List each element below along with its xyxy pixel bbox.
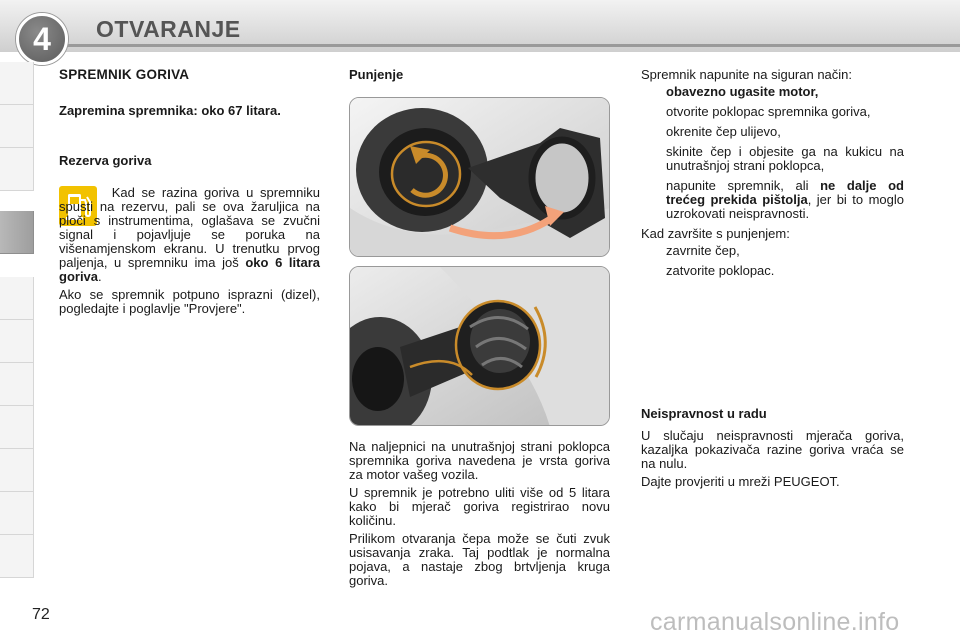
- list-item: [641, 105, 904, 119]
- section-title: SPREMNIK GORIVA: [59, 67, 190, 82]
- filling-paragraph-1: Na naljepnici na unutrašnjoj strani poklopca spremnika goriva navedena je vrsta goriva za motor vašeg vozila.: [349, 439, 610, 482]
- reserve-heading: Rezerva goriva: [59, 153, 152, 168]
- filling-paragraphs: [349, 440, 610, 592]
- page-number: 72: [32, 606, 50, 623]
- step-3-text: okrenite čep ulijevo,: [666, 124, 781, 139]
- side-tab-8[interactable]: [0, 406, 34, 449]
- side-tab-11[interactable]: [0, 535, 34, 578]
- empty-tank-note: Ako se spremnik potpuno isprazni (dizel), pogledajte i poglavlje "Provjere".: [59, 287, 320, 316]
- list-item: [641, 179, 904, 221]
- step-2-text: otvorite poklopac spremnika goriva,: [666, 104, 871, 119]
- filling-paragraph-3: Prilikom otvaranja čepa može se čuti zvuk usisavanja zraka. Taj podtlak je normalna pojava, a nastaje zbog brtvljenja kruga goriva.: [349, 531, 610, 588]
- fault-contact: Dajte provjeriti u mreži PEUGEOT.: [641, 474, 840, 489]
- step-5-text: napunite spremnik, ali: [666, 178, 821, 193]
- list-item: [641, 244, 904, 258]
- side-tab-7[interactable]: [0, 363, 34, 406]
- refuel-intro: Spremnik napunite na siguran način:: [641, 67, 853, 82]
- side-tab-9[interactable]: [0, 449, 34, 492]
- reserve-text-end: .: [98, 269, 102, 284]
- step-5-tail: , jer bi to moglo uzrokovati neispravnosti.: [666, 192, 904, 221]
- reserve-description: [59, 186, 320, 320]
- list-item: [641, 85, 904, 99]
- reserve-amount: oko 6 litara goriva: [59, 255, 321, 284]
- side-tab-2[interactable]: [0, 105, 34, 148]
- side-tab-10[interactable]: [0, 492, 34, 535]
- side-tab-1[interactable]: [0, 62, 34, 105]
- header-rule: [60, 44, 960, 47]
- filling-paragraph-2: U spremnik je potrebno uliti više od 5 litara kako bi mjerač goriva registrirao novu količinu.: [349, 485, 610, 528]
- reserve-text: Kad se razina goriva u spremniku spusti na rezervu, pali se ova žaruljica na ploči s instrumentima, oglašava se zvučni signal i pojavljuje se poruka na višenamjenskom ekranu. U trenutku prvog paljenja, u spremniku ima još: [59, 185, 320, 270]
- tank-capacity: Zapremina spremnika: oko 67 litara.: [59, 103, 281, 118]
- refuel-steps-list: [641, 85, 904, 221]
- step-5-bold: ne dalje od trećeg prekida pištolja: [666, 178, 905, 207]
- photo-remove-fuel-cap: [349, 266, 610, 426]
- after-refuel-list: [641, 244, 904, 278]
- middle-column: [349, 68, 610, 82]
- after-step-1: zavrnite čep,: [666, 243, 740, 258]
- step-4-text: skinite čep i objesite ga na kukicu na unutrašnjoj strani poklopca,: [666, 144, 904, 173]
- right-column: [641, 68, 904, 284]
- watermark: carmanualsonline.info: [650, 608, 900, 636]
- after-refuel-intro: Kad završite s punjenjem:: [641, 226, 790, 241]
- fault-section: [641, 407, 904, 493]
- side-tab-4-active[interactable]: [0, 211, 34, 254]
- chapter-title: OTVARANJE: [96, 16, 241, 42]
- filling-heading: Punjenje: [349, 67, 404, 82]
- left-column: [59, 68, 320, 168]
- photo-open-fuel-flap: [349, 97, 610, 257]
- list-item: [641, 125, 904, 139]
- side-tab-5[interactable]: [0, 277, 34, 320]
- step-1-text: obavezno ugasite motor,: [666, 84, 819, 99]
- list-item: [641, 264, 904, 278]
- fault-text: U slučaju neispravnosti mjerača goriva, kazaljka pokazivača razine goriva vraća se na nulu.: [641, 428, 904, 471]
- chapter-number-badge: [16, 13, 68, 65]
- chapter-number: 4: [33, 20, 51, 57]
- fault-heading: Neispravnost u radu: [641, 406, 767, 421]
- after-step-2: zatvorite poklopac.: [666, 263, 775, 278]
- chapter-side-tabs: [0, 62, 34, 578]
- side-tab-6[interactable]: [0, 320, 34, 363]
- side-tab-3[interactable]: [0, 148, 34, 191]
- list-item: [641, 145, 904, 173]
